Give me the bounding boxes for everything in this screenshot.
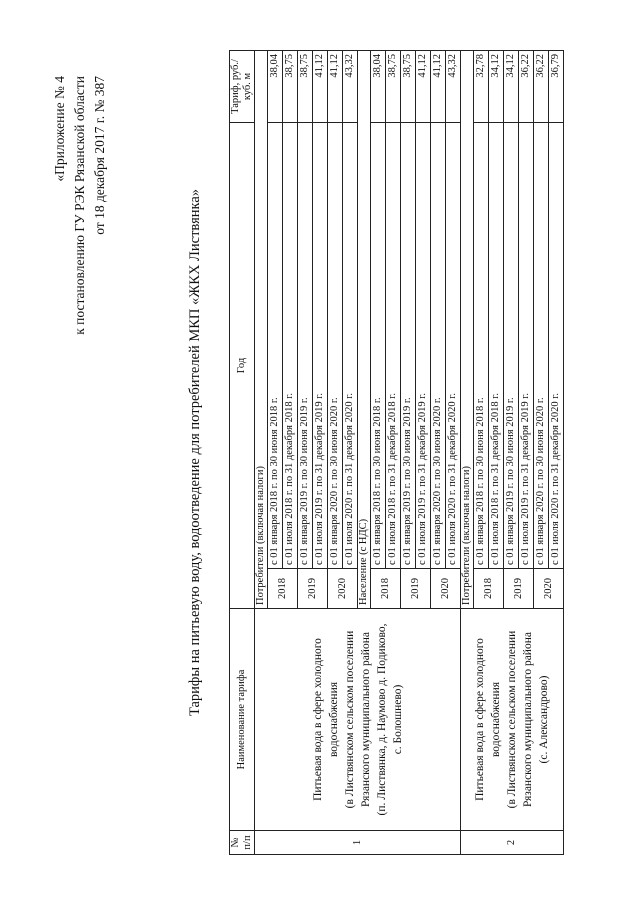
tariff-value-cell: 41,12	[416, 51, 431, 123]
year-cell: 2019	[504, 569, 534, 609]
period-cell: с 01 июля 2020 г. по 31 декабря 2020 г.	[446, 123, 461, 569]
tariff-value-cell: 38,75	[401, 51, 416, 123]
period-cell: с 01 января 2020 г. по 30 июня 2020 г.	[431, 123, 446, 569]
tariff-value-cell: 34,12	[504, 51, 519, 123]
year-cell: 2020	[328, 569, 358, 609]
tariff-value-cell: 38,04	[371, 51, 386, 123]
appendix-line-1: «Приложение № 4	[52, 76, 67, 182]
year-cell: 2020	[534, 569, 564, 609]
document-title: Тарифы на питьевую воду, водоотведение для потребителей МКП «ЖКХ Листвянка»	[187, 188, 203, 717]
tariff-value-cell: 34,12	[489, 51, 504, 123]
tariff-value-cell: 41,12	[328, 51, 343, 123]
tariff-name-line: Рязанского муниципального района	[359, 632, 372, 807]
tariff-value-cell: 36,22	[534, 51, 549, 123]
consumer-group-label: Потребители (включая налоги)	[255, 51, 268, 609]
consumer-group-label: Население (с НДС)	[358, 51, 371, 609]
period-cell: с 01 июля 2018 г. по 31 декабря 2018 г.	[386, 123, 401, 569]
tariff-value-cell: 38,75	[386, 51, 401, 123]
tariff-value-cell: 36,79	[549, 51, 564, 123]
table-header-row	[230, 51, 255, 855]
period-cell: с 01 января 2019 г. по 30 июня 2019 г.	[298, 123, 313, 569]
tariff-name-line: (в Листвянском сельском поселении	[506, 630, 518, 809]
tariff-name-line: (с. Александрово)	[538, 675, 550, 764]
period-cell: с 01 января 2018 г. по 30 июня 2018 г.	[474, 123, 489, 569]
tariff-name-line: с. Болошнево)	[391, 684, 404, 755]
header-name: Наименование тарифа	[230, 609, 255, 831]
tariff-name-line: водоснабжения	[490, 681, 502, 758]
header-num: № п/п	[230, 831, 255, 855]
period-cell: с 01 января 2018 г. по 30 июня 2018 г.	[371, 123, 386, 569]
year-cell: 2018	[371, 569, 401, 609]
tariff-value-cell: 38,75	[283, 51, 298, 123]
tariff-value-cell: 36,22	[519, 51, 534, 123]
header-tariff: Тариф, руб./куб. м	[230, 51, 255, 123]
appendix-block	[50, 76, 110, 335]
appendix-line-2: к постановлению ГУ РЭК Рязанской области	[72, 76, 87, 335]
tariff-name-line: водоснабжения	[327, 681, 340, 758]
period-cell: с 01 января 2018 г. по 30 июня 2018 г.	[268, 123, 283, 569]
period-cell: с 01 июля 2020 г. по 31 декабря 2020 г.	[549, 123, 564, 569]
tariff-name-line: Питьевая вода в сфере холодного	[311, 638, 324, 801]
period-cell: с 01 января 2019 г. по 30 июня 2019 г.	[401, 123, 416, 569]
year-cell: 2019	[298, 569, 328, 609]
tariff-table	[229, 50, 564, 855]
tariff-value-cell: 38,04	[268, 51, 283, 123]
tariff-name-line: (п. Листвянка, д. Наумово д. Подиково,	[375, 623, 388, 816]
tariff-value-cell: 38,75	[298, 51, 313, 123]
tariff-value-cell: 43,32	[446, 51, 461, 123]
period-cell: с 01 января 2020 г. по 30 июня 2020 г.	[328, 123, 343, 569]
appendix-line-3: от 18 декабря 2017 г. № 387	[92, 76, 107, 235]
period-cell: с 01 июля 2019 г. по 31 декабря 2019 г.	[416, 123, 431, 569]
consumer-group-label: Потребители (включая налоги)	[461, 51, 474, 609]
period-cell: с 01 января 2020 г. по 30 июня 2020 г.	[534, 123, 549, 569]
year-cell: 2019	[401, 569, 431, 609]
tariff-value-cell: 41,12	[313, 51, 328, 123]
year-cell: 2018	[268, 569, 298, 609]
tariff-value-cell: 43,32	[343, 51, 358, 123]
tariff-name-line: (в Листвянском сельском поселении	[343, 630, 356, 809]
item-number: 2	[461, 831, 564, 855]
tariff-name-line: Рязанского муниципального района	[522, 632, 534, 807]
tariff-name-cell	[255, 609, 461, 831]
period-cell: с 01 июля 2018 г. по 31 декабря 2018 г.	[489, 123, 504, 569]
table-body	[255, 51, 564, 855]
year-cell: 2020	[431, 569, 461, 609]
year-cell: 2018	[474, 569, 504, 609]
period-cell: с 01 января 2019 г. по 30 июня 2019 г.	[504, 123, 519, 569]
tariff-value-cell: 32,78	[474, 51, 489, 123]
section-row	[255, 51, 268, 855]
item-number: 1	[255, 831, 461, 855]
tariff-name-line: Питьевая вода в сфере холодного	[474, 638, 486, 801]
section-row	[461, 51, 474, 855]
tariff-name-cell	[461, 609, 564, 831]
header-year: Год	[230, 123, 255, 609]
period-cell: с 01 июля 2019 г. по 31 декабря 2019 г.	[519, 123, 534, 569]
tariff-value-cell: 41,12	[431, 51, 446, 123]
period-cell: с 01 июля 2019 г. по 31 декабря 2019 г.	[313, 123, 328, 569]
period-cell: с 01 июля 2020 г. по 31 декабря 2020 г.	[343, 123, 358, 569]
period-cell: с 01 июля 2018 г. по 31 декабря 2018 г.	[283, 123, 298, 569]
